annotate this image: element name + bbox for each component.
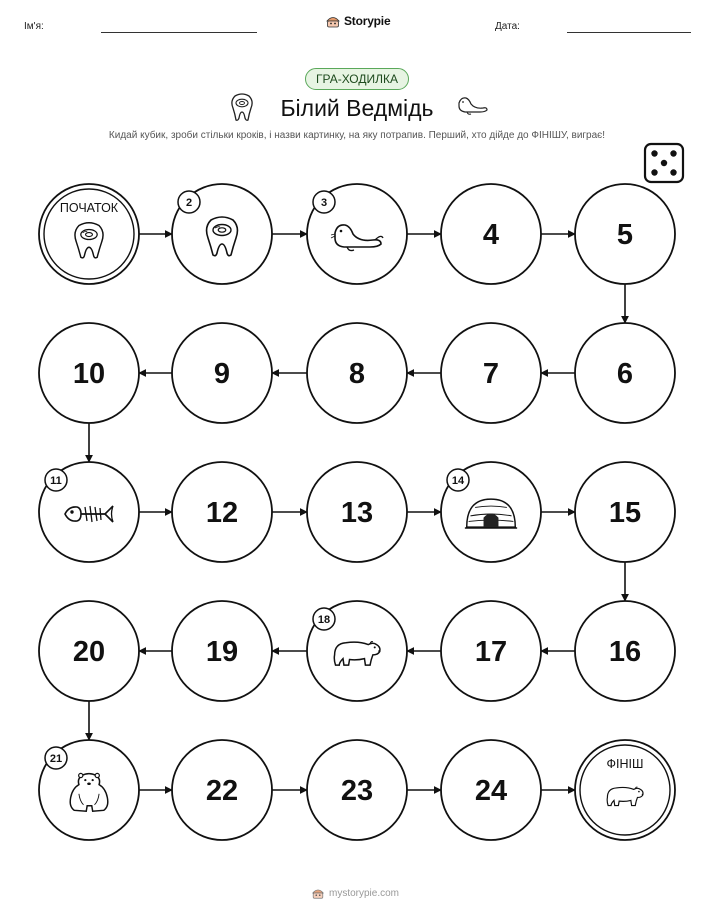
cell-badge-number: 11: [50, 475, 62, 487]
cell-number: 6: [616, 358, 634, 390]
cell-number: 13: [340, 497, 374, 529]
date-label: Дата:: [495, 21, 520, 32]
cell-2[interactable]: [172, 184, 272, 284]
cell-17[interactable]: [441, 601, 541, 701]
start-caption: ПОЧАТОК: [59, 201, 119, 215]
cell-19[interactable]: [172, 601, 272, 701]
cell-badge-number: 3: [320, 197, 328, 209]
cell-number: 23: [340, 775, 374, 807]
cell-7[interactable]: [441, 323, 541, 423]
finish-caption: ФІНІШ: [606, 757, 644, 771]
cell-number: 9: [213, 358, 231, 390]
cell-badge-number: 18: [317, 614, 331, 626]
cell-11[interactable]: [39, 462, 139, 562]
cell-15[interactable]: [575, 462, 675, 562]
cell-number: 5: [616, 219, 634, 251]
cell-number: 15: [608, 497, 642, 529]
cell-24[interactable]: [441, 740, 541, 840]
cell-14[interactable]: [441, 462, 541, 562]
cell-badge-number: 14: [451, 475, 465, 487]
cell-number: 8: [348, 358, 366, 390]
cell-badge-number: 21: [49, 753, 63, 765]
footer: [311, 886, 399, 900]
cell-23[interactable]: [307, 740, 407, 840]
cell-10[interactable]: [39, 323, 139, 423]
cell-22[interactable]: [172, 740, 272, 840]
cell-number: 20: [72, 636, 106, 668]
cell-5[interactable]: [575, 184, 675, 284]
cell-number: 24: [474, 775, 508, 807]
brand-name: Storypie: [344, 14, 391, 28]
instructions-text: Кидай кубик, зроби стільки кроків, і назви картинку, на яку потрапив. Перший, хто дійде до ФІНІШУ, виграє!: [108, 130, 606, 141]
cell-finish[interactable]: [575, 740, 675, 840]
cell-20[interactable]: [39, 601, 139, 701]
cell-number: 19: [205, 636, 239, 668]
board-cells: [39, 184, 675, 840]
cell-3[interactable]: [307, 184, 407, 284]
cell-13[interactable]: [307, 462, 407, 562]
cell-number: 22: [205, 775, 239, 807]
cell-6[interactable]: [575, 323, 675, 423]
name-label: Ім'я:: [24, 21, 44, 32]
cell-number: 10: [72, 358, 106, 390]
cell-number: 7: [482, 358, 500, 390]
cell-16[interactable]: [575, 601, 675, 701]
cell-18[interactable]: [307, 601, 407, 701]
pie-mascot-icon: [311, 886, 325, 900]
cell-number: 17: [474, 636, 508, 668]
cell-4[interactable]: [441, 184, 541, 284]
cell-number: 12: [205, 497, 239, 529]
game-type-pill: ГРА-ХОДИЛКА: [305, 68, 409, 90]
cell-start[interactable]: [39, 184, 139, 284]
footer-url[interactable]: mystorypie.com: [329, 887, 400, 899]
cell-badge-number: 2: [185, 197, 193, 209]
cell-8[interactable]: [307, 323, 407, 423]
page-title: Білий Ведмідь: [280, 95, 434, 121]
cell-21[interactable]: [39, 740, 139, 840]
cell-9[interactable]: [172, 323, 272, 423]
cell-number: 4: [482, 219, 500, 251]
cell-12[interactable]: [172, 462, 272, 562]
cell-number: 16: [608, 636, 642, 668]
